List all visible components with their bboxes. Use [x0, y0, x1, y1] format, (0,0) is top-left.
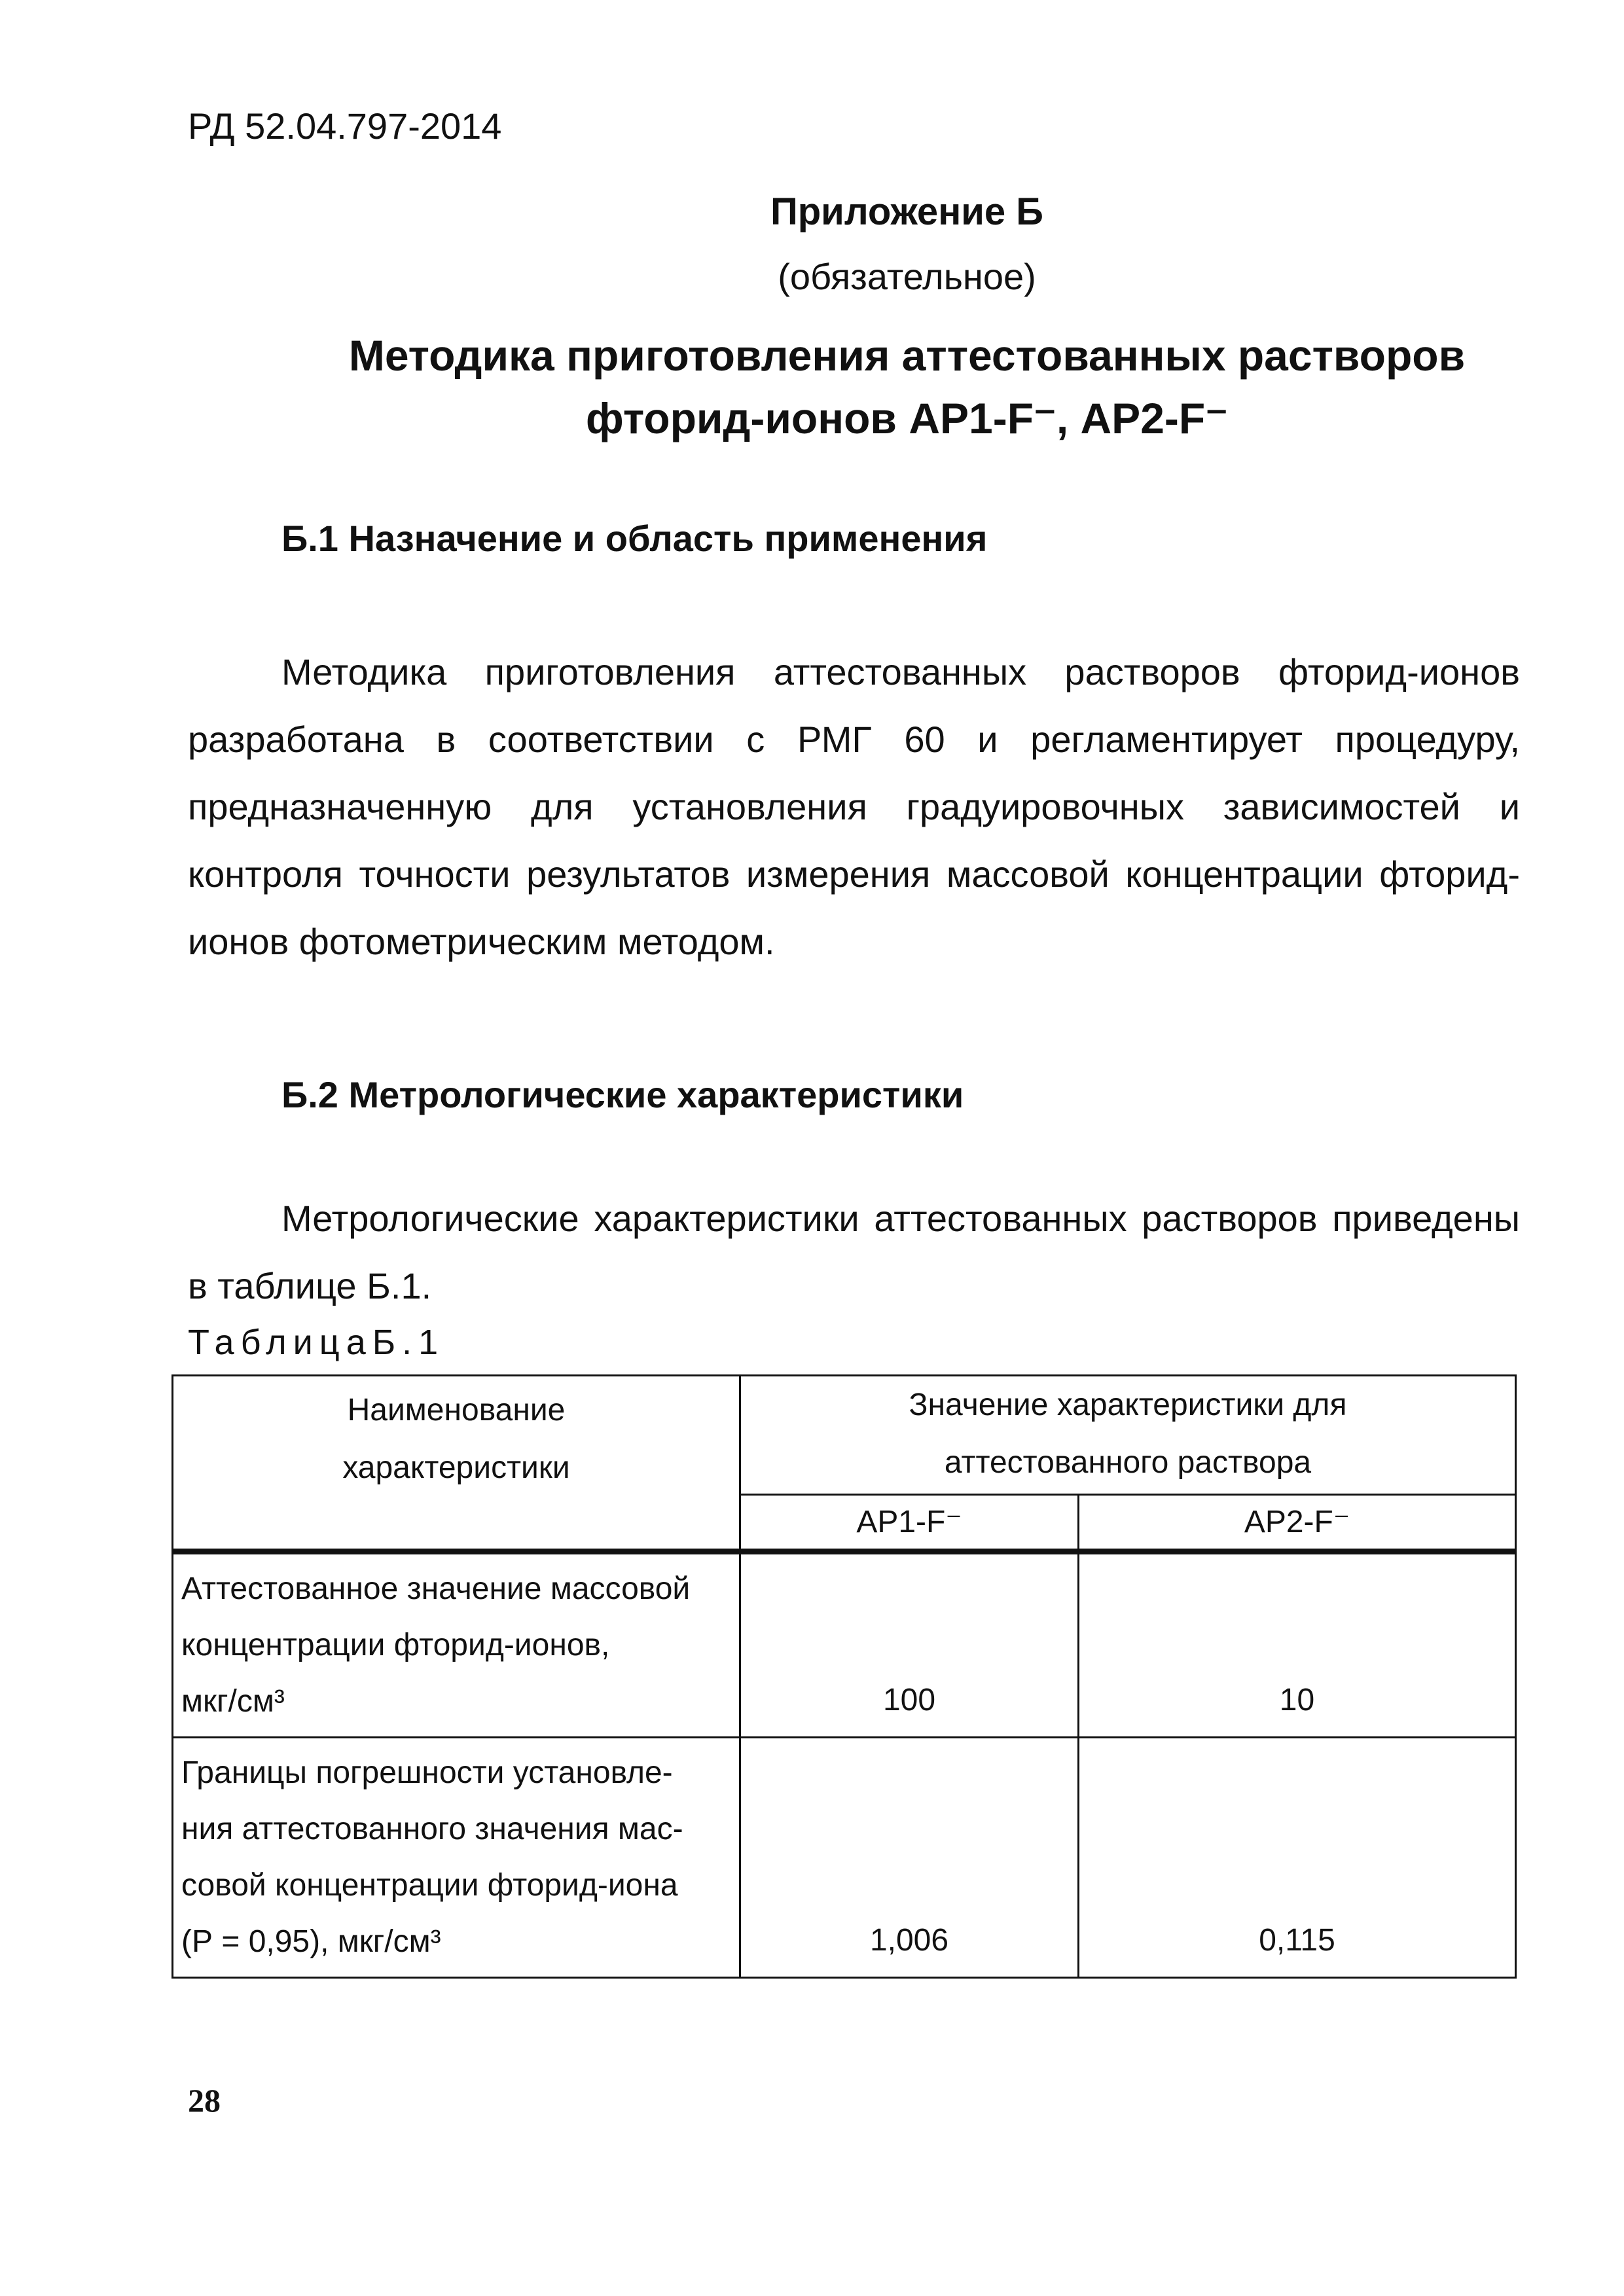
row-label-line: (Р = 0,95), мкг/см³	[181, 1924, 441, 1959]
row-label	[173, 1738, 740, 1978]
table-row	[173, 1738, 1516, 1978]
row-label-line: концентрации фторид-ионов,	[181, 1628, 610, 1662]
header-value-cell	[740, 1376, 1516, 1495]
section-2-title: Б.2 Метрологические характеристики	[281, 1074, 964, 1115]
section-1-title: Б.1 Назначение и область применения	[281, 518, 988, 559]
section-1-paragraph: Методика приготовления аттестованных растворов фторид-ионов разработана в соответствии с РМГ 60 и регламентирует процедуру, предназначенную для установления градуировочных зависимостей и контроля точности результатов измерения массовой концентрации фторид-ионов фотометрическим методом.	[188, 651, 1520, 962]
header-name-line-1: Наименование	[347, 1393, 566, 1427]
section-2-paragraph: Метрологические характеристики аттестованных растворов приведены в таблице Б.1.	[188, 1198, 1520, 1306]
metrology-table	[171, 1374, 1517, 1979]
column-header-ar1: АР1-F⁻	[740, 1494, 1079, 1551]
row-label-line: Границы погрешности установле-	[181, 1755, 673, 1790]
main-heading-line-2: фторид-ионов АР1-F⁻, АР2-F⁻	[585, 394, 1229, 442]
appendix-title: Приложение Б	[770, 190, 1043, 233]
document-code: РД 52.04.797-2014	[188, 105, 502, 147]
header-value-line-2: аттестованного раствора	[944, 1445, 1312, 1480]
main-heading	[0, 324, 1624, 450]
row-value-ar1: 1,006	[740, 1738, 1079, 1978]
row-label	[173, 1552, 740, 1738]
header-name-line-2: характеристики	[342, 1450, 570, 1485]
row-label-line: мкг/см³	[181, 1684, 285, 1719]
row-label-line: совой концентрации фторид-иона	[181, 1868, 678, 1903]
table-row	[173, 1552, 1516, 1738]
row-value-ar1: 100	[740, 1552, 1079, 1738]
row-label-line: Аттестованное значение массовой	[181, 1571, 691, 1606]
table-caption: ТаблицаБ.1	[188, 1323, 445, 1362]
page-number: 28	[188, 2082, 221, 2119]
header-value-line-1: Значение характеристики для	[909, 1388, 1347, 1422]
column-header-ar2: АР2-F⁻	[1079, 1494, 1516, 1551]
appendix-subtitle: (обязательное)	[778, 256, 1036, 297]
row-value-ar2: 10	[1079, 1552, 1516, 1738]
main-heading-line-1: Методика приготовления аттестованных растворов	[348, 331, 1466, 380]
header-name-cell	[173, 1376, 740, 1552]
row-label-line: ния аттестованного значения мас-	[181, 1812, 683, 1846]
row-value-ar2: 0,115	[1079, 1738, 1516, 1978]
